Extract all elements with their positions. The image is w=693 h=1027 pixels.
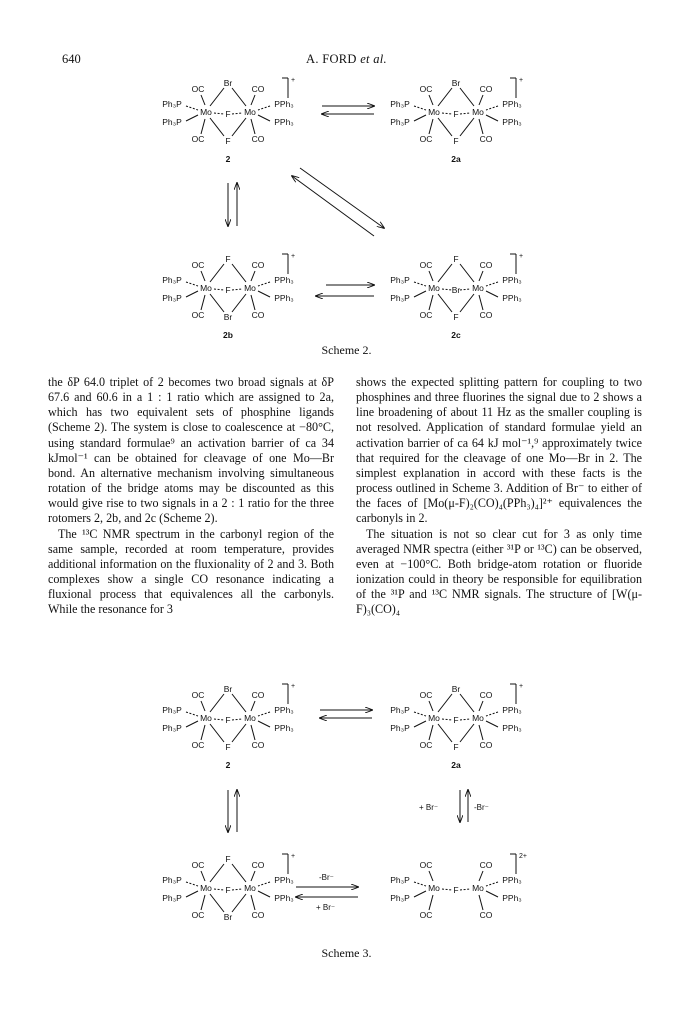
phosphine-ligand: Ph₃P: [162, 893, 182, 903]
s3-label-bottom-remove: -Br⁻: [319, 873, 334, 882]
s3-label-bottom-add: + Br⁻: [316, 903, 336, 912]
mo-atom: Mo: [200, 283, 212, 293]
carbonyl-ligand: CO: [251, 690, 265, 700]
charge-label: +: [291, 77, 296, 84]
phosphine-ligand: Ph₃P: [390, 117, 410, 127]
phosphine-ligand: Ph₃P: [162, 117, 182, 127]
carbonyl-ligand: OC: [191, 84, 205, 94]
phosphine-ligand: PPh₃: [502, 705, 522, 715]
phosphine-ligand: Ph₃P: [390, 99, 410, 109]
mo-atom: Mo: [428, 283, 440, 293]
complex-structure: [390, 853, 527, 920]
phosphine-ligand: PPh₃: [502, 99, 522, 109]
charge-label: 2+: [519, 853, 527, 860]
carbonyl-ligand: OC: [419, 84, 433, 94]
bridge-atom-mid: F: [453, 885, 459, 895]
phosphine-ligand: Ph₃P: [390, 723, 410, 733]
carbonyl-ligand: CO: [479, 310, 493, 320]
phosphine-ligand: Ph₃P: [162, 875, 182, 885]
carbonyl-ligand: CO: [251, 260, 265, 270]
compound-label: 2a: [451, 760, 461, 770]
carbonyl-ligand: CO: [251, 134, 265, 144]
bridge-atom-top: Br: [451, 684, 461, 694]
s3-label-add-br: + Br⁻: [419, 803, 439, 812]
carbonyl-ligand: CO: [251, 860, 265, 870]
bridge-atom-top: F: [453, 254, 459, 264]
bridge-atom-mid: Br: [451, 285, 461, 295]
phosphine-ligand: Ph₃P: [390, 875, 410, 885]
bridge-atom-top: F: [225, 854, 231, 864]
carbonyl-ligand: CO: [479, 260, 493, 270]
bridge-atom-top: Br: [223, 684, 233, 694]
carbonyl-ligand: CO: [479, 690, 493, 700]
carbonyl-ligand: OC: [191, 134, 205, 144]
carbonyl-ligand: OC: [191, 310, 205, 320]
mo-atom: Mo: [472, 883, 484, 893]
carbonyl-ligand: OC: [419, 740, 433, 750]
phosphine-ligand: PPh₃: [274, 705, 294, 715]
phosphine-ligand: PPh₃: [274, 893, 294, 903]
bridge-atom-mid: F: [453, 109, 459, 119]
mo-atom: Mo: [428, 883, 440, 893]
complex-structure: [162, 683, 295, 770]
phosphine-ligand: Ph₃P: [162, 99, 182, 109]
charge-label: +: [519, 77, 524, 84]
phosphine-ligand: PPh₃: [274, 99, 294, 109]
bridge-atom-bottom: Br: [223, 312, 233, 322]
phosphine-ligand: Ph₃P: [390, 275, 410, 285]
left-paragraph-1: the δP 64.0 triplet of 2 becomes two broad signals at δP 67.6 and 60.6 in a 1 : 1 ratio which are assigned to 2a, which has two equivalent sets of phosphine ligands (Scheme 2). The system is close to coalescence at −80°C, using standard formulae⁹ an activation barrier of ca 34 kJmol⁻¹ can be obtained for cleavage of one Mo—Br bond. An alternative mechanism involving simultaneous rotation of the bridge atoms may be discounted as this would give rise to two signals in a 2 : 1 ratio for the three rotomers 2, 2b, and 2c (Scheme 2).: [48, 375, 334, 526]
carbonyl-ligand: OC: [191, 910, 205, 920]
phosphine-ligand: PPh₃: [274, 723, 294, 733]
bridge-atom-mid: F: [225, 285, 231, 295]
left-column: [48, 375, 334, 618]
bridge-atom-bottom: Br: [223, 912, 233, 922]
charge-label: +: [519, 253, 524, 260]
complex-structure: [390, 253, 523, 340]
bridge-atom-mid: F: [225, 109, 231, 119]
carbonyl-ligand: OC: [191, 740, 205, 750]
right-column: [356, 375, 642, 618]
carbonyl-ligand: OC: [419, 310, 433, 320]
carbonyl-ligand: OC: [419, 134, 433, 144]
page-number: 640: [62, 52, 81, 66]
phosphine-ligand: Ph₃P: [390, 293, 410, 303]
compound-label: 2c: [451, 330, 461, 340]
phosphine-ligand: Ph₃P: [390, 705, 410, 715]
mo-atom: Mo: [200, 107, 212, 117]
carbonyl-ligand: CO: [479, 860, 493, 870]
compound-label: 2a: [451, 154, 461, 164]
carbonyl-ligand: CO: [479, 84, 493, 94]
carbonyl-ligand: CO: [479, 910, 493, 920]
carbonyl-ligand: CO: [251, 310, 265, 320]
s3-label-remove-br: -Br⁻: [474, 803, 489, 812]
complex-structure: [162, 853, 295, 922]
mo-atom: Mo: [244, 283, 256, 293]
phosphine-ligand: Ph₃P: [162, 275, 182, 285]
charge-label: +: [291, 683, 296, 690]
bridge-atom-bottom: F: [453, 742, 459, 752]
bridge-atom-top: Br: [223, 78, 233, 88]
scheme3-caption: Scheme 3.: [321, 946, 372, 960]
phosphine-ligand: Ph₃P: [390, 893, 410, 903]
right-paragraph-2: The situation is not so clear cut for 3 as only time averaged NMR spectra (either ³¹P or ¹³C) can be observed, even at −100°C. Both bridge-atom rotation or fluoride ionization could in theory be responsible for equilibration of the ³¹P and ¹³C NMR signals. The structure of [W(μ-F)₃(CO)₄: [356, 526, 642, 617]
charge-label: +: [291, 253, 296, 260]
mo-atom: Mo: [472, 713, 484, 723]
arrow-2-to-2c: [300, 168, 384, 228]
phosphine-ligand: PPh₃: [274, 275, 294, 285]
compound-label: 2: [225, 154, 231, 164]
mo-atom: Mo: [428, 713, 440, 723]
mo-atom: Mo: [244, 883, 256, 893]
bridge-atom-bottom: F: [225, 136, 231, 146]
carbonyl-ligand: OC: [191, 690, 205, 700]
mo-atom: Mo: [244, 713, 256, 723]
carbonyl-ligand: CO: [479, 740, 493, 750]
carbonyl-ligand: OC: [419, 860, 433, 870]
carbonyl-ligand: OC: [191, 860, 205, 870]
phosphine-ligand: PPh₃: [502, 893, 522, 903]
carbonyl-ligand: CO: [251, 740, 265, 750]
mo-atom: Mo: [428, 107, 440, 117]
carbonyl-ligand: CO: [251, 910, 265, 920]
mo-atom: Mo: [200, 713, 212, 723]
mo-atom: Mo: [244, 107, 256, 117]
bridge-atom-top: Br: [451, 78, 461, 88]
mo-atom: Mo: [472, 283, 484, 293]
phosphine-ligand: PPh₃: [502, 723, 522, 733]
right-paragraph-1: shows the expected splitting pattern for coupling to two phosphines and three fluorines the signal due to 2 shows a line broadening of about 11 Hz as the smaller coupling is not resolved. Application of standard formulae yield an activation barrier of ca 64 kJ mol⁻¹,⁹ approximately twice that required for the cleavage of one Mo—Br in 2. The simplest explanation in accord with these facts is the process outlined in Scheme 3. Addition of Br⁻ to either of the faces of [Mo(μ-F)₂(CO)₄(PPh₃)₄]²⁺ equivalences the carbonyls in 2.: [356, 375, 642, 526]
phosphine-ligand: PPh₃: [502, 117, 522, 127]
phosphine-ligand: PPh₃: [502, 875, 522, 885]
compound-label: 2: [225, 760, 231, 770]
running-head: A. FORD et al.: [306, 52, 387, 66]
carbonyl-ligand: OC: [419, 690, 433, 700]
complex-structure: [162, 253, 295, 340]
carbonyl-ligand: CO: [479, 134, 493, 144]
carbonyl-ligand: OC: [419, 910, 433, 920]
carbonyl-ligand: OC: [419, 260, 433, 270]
bridge-atom-bottom: F: [453, 312, 459, 322]
phosphine-ligand: PPh₃: [502, 275, 522, 285]
bridge-atom-bottom: F: [225, 742, 231, 752]
bridge-atom-mid: F: [225, 885, 231, 895]
mo-atom: Mo: [472, 107, 484, 117]
bridge-atom-bottom: F: [453, 136, 459, 146]
bridge-atom-top: F: [225, 254, 231, 264]
mo-atom: Mo: [200, 883, 212, 893]
charge-label: +: [519, 683, 524, 690]
phosphine-ligand: Ph₃P: [162, 293, 182, 303]
complex-structure: [390, 683, 523, 770]
left-paragraph-2: The ¹³C NMR spectrum in the carbonyl region of the same sample, recorded at room temperature, provides additional information on the fluxionality of 2 and 3. Both complexes show a single CO resonance indicating a fluxional process that equivalences all the carbonyls. While the resonance for 3: [48, 526, 334, 617]
complex-structure: [390, 77, 523, 164]
arrow-2c-to-2: [292, 176, 374, 236]
carbonyl-ligand: CO: [251, 84, 265, 94]
bridge-atom-mid: F: [225, 715, 231, 725]
scheme2-caption: Scheme 2.: [321, 343, 372, 357]
phosphine-ligand: PPh₃: [274, 875, 294, 885]
compound-label: 2b: [223, 330, 233, 340]
phosphine-ligand: PPh₃: [274, 293, 294, 303]
phosphine-ligand: Ph₃P: [162, 705, 182, 715]
bridge-atom-mid: F: [453, 715, 459, 725]
complex-structure: [162, 77, 295, 164]
phosphine-ligand: Ph₃P: [162, 723, 182, 733]
phosphine-ligand: PPh₃: [274, 117, 294, 127]
phosphine-ligand: PPh₃: [502, 293, 522, 303]
charge-label: +: [291, 853, 296, 860]
carbonyl-ligand: OC: [191, 260, 205, 270]
